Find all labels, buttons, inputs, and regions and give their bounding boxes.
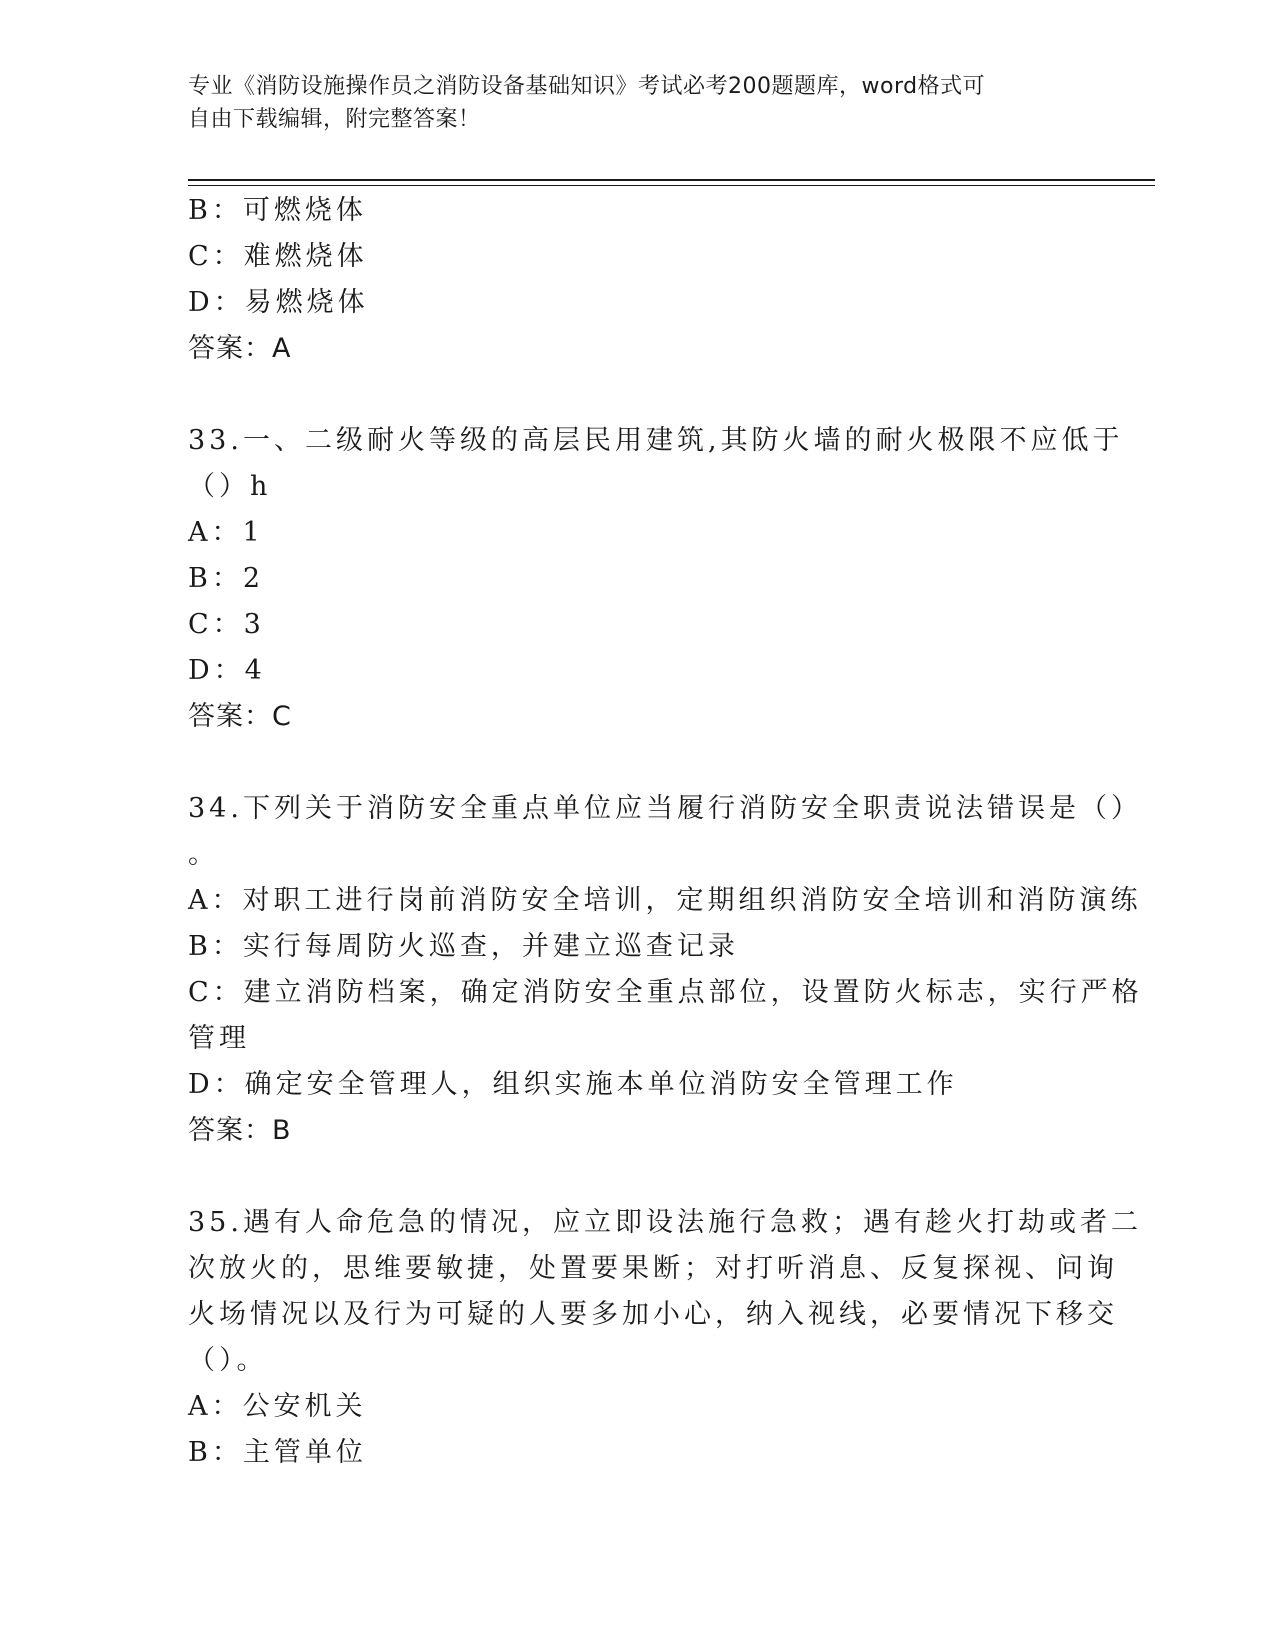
option-c: C：难燃烧体	[188, 241, 368, 272]
question-34	[188, 786, 1143, 1154]
question-stem-line: 35.遇有人命危急的情况，应立即设法施行急救；遇有趁火打劫或者二	[188, 1207, 1142, 1238]
spacer	[188, 1154, 1088, 1200]
answer-label: 答案：A	[188, 333, 292, 364]
header-divider-thick	[188, 179, 1155, 181]
option-b: B：实行每周防火巡查，并建立巡查记录	[188, 931, 739, 962]
question-33	[188, 418, 1124, 740]
question-35	[188, 1200, 1142, 1476]
header-line-2: 自由下载编辑，附完整答案！	[188, 107, 481, 132]
spacer	[188, 372, 1088, 418]
option-d: D：4	[188, 655, 266, 686]
option-d: D：确定安全管理人，组织实施本单位消防安全管理工作	[188, 1069, 958, 1100]
question-stem-line: 次放火的，思维要敏捷，处置要果断；对打听消息、反复探视、问询	[188, 1253, 1118, 1284]
question-stem-line: （）h	[188, 471, 272, 502]
question-stem-line: （）。	[188, 1345, 268, 1376]
question-stem-line: 34.下列关于消防安全重点单位应当履行消防安全职责说法错误是（）	[188, 793, 1142, 824]
option-b: B：可燃烧体	[188, 195, 367, 226]
question-stem-line: 。	[188, 839, 219, 870]
option-d: D：易燃烧体	[188, 287, 369, 318]
header-line-1: 专业《消防设施操作员之消防设备基础知识》考试必考200题题库，word格式可	[188, 74, 986, 99]
question-content	[188, 188, 1143, 1476]
option-a: A：公安机关	[188, 1391, 367, 1422]
option-b: B：2	[188, 563, 265, 594]
option-b: B：主管单位	[188, 1437, 367, 1468]
option-c: C：建立消防档案，确定消防安全重点部位，设置防火标志，实行严格	[188, 977, 1143, 1008]
question-stem-line: 33.一、二级耐火等级的高层民用建筑,其防火墙的耐火极限不应低于	[188, 425, 1124, 456]
header-divider-thin	[188, 185, 1155, 186]
option-c: C：3	[188, 609, 265, 640]
document-header	[188, 70, 1068, 136]
answer-label: 答案：C	[188, 701, 292, 732]
option-c-continuation: 管理	[188, 1023, 250, 1054]
option-a: A：对职工进行岗前消防安全培训，定期组织消防安全培训和消防演练	[188, 885, 1142, 916]
answer-label: 答案：B	[188, 1115, 292, 1146]
option-a: A：1	[188, 517, 264, 548]
question-stem-line: 火场情况以及行为可疑的人要多加小心，纳入视线，必要情况下移交	[188, 1299, 1118, 1330]
spacer	[188, 740, 1088, 786]
question-32	[188, 188, 1088, 372]
